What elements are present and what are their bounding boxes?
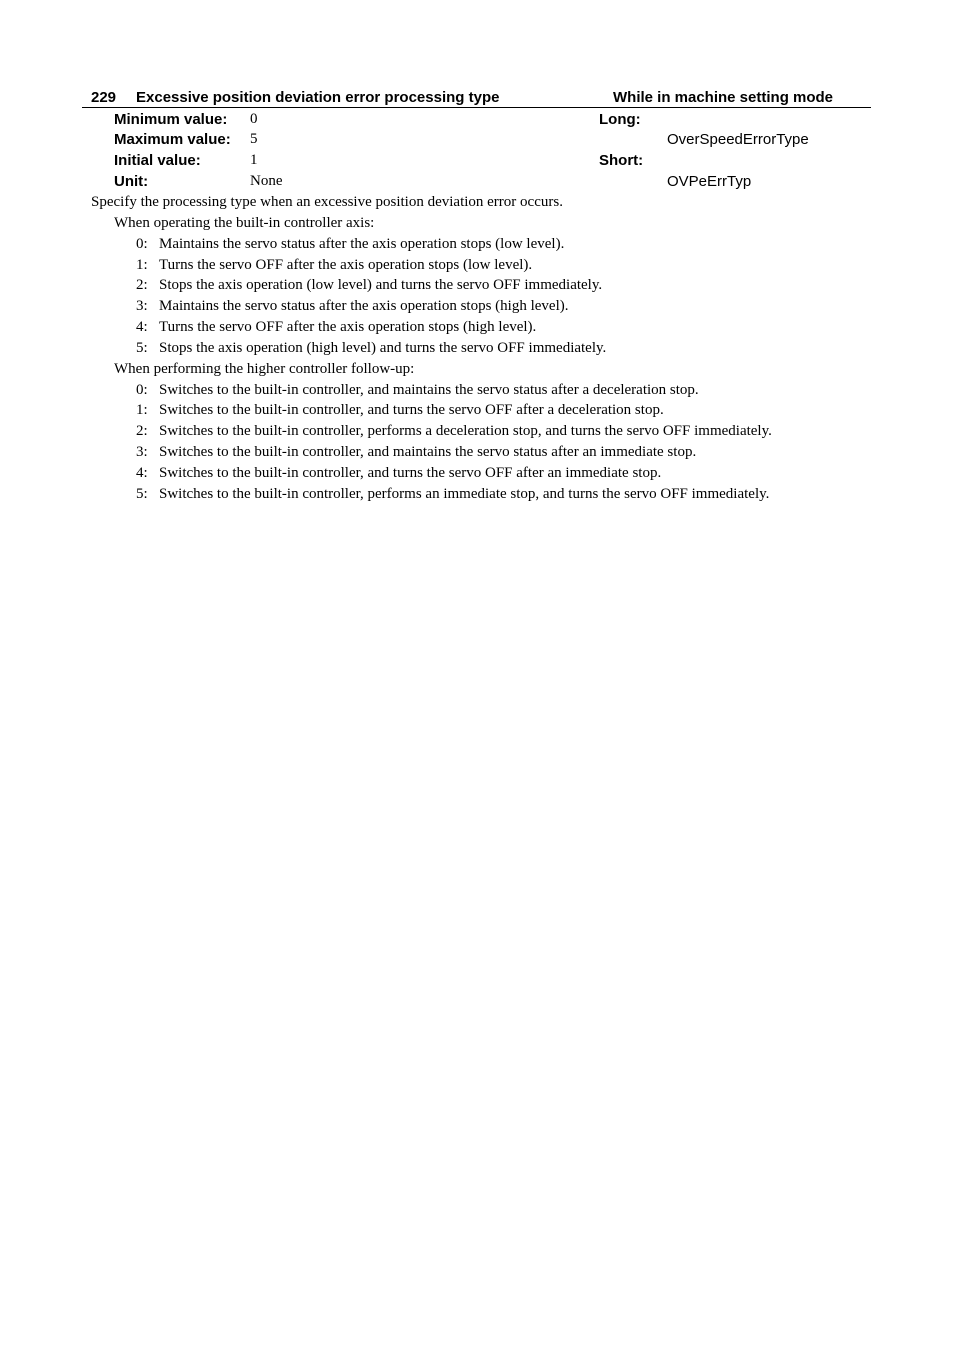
- parameter-title: Excessive position deviation error processing type: [136, 89, 500, 106]
- short-value: OVPeErrTyp: [667, 173, 752, 190]
- list-item-num: 1:: [136, 402, 148, 418]
- list-item: Switches to the built-in controller, and maintains the servo status after a deceleration stop.: [159, 382, 699, 398]
- list-item: Switches to the built-in controller, and turns the servo OFF after a deceleration stop.: [159, 402, 664, 418]
- list-item-num: 2:: [136, 277, 148, 293]
- list-item: Stops the axis operation (low level) and turns the servo OFF immediately.: [159, 277, 603, 293]
- max-value: 5: [250, 131, 258, 147]
- parameter-number: 229: [91, 89, 117, 106]
- list-item: Switches to the built-in controller, performs an immediate stop, and turns the servo OFF immediately.: [159, 486, 770, 502]
- unit-label: Unit:: [114, 173, 149, 190]
- section2-heading: When performing the higher controller follow-up:: [114, 361, 415, 377]
- list-item: Maintains the servo status after the axis operation stops (low level).: [159, 236, 565, 252]
- long-label: Long:: [599, 111, 641, 128]
- list-item: Stops the axis operation (high level) and turns the servo OFF immediately.: [159, 340, 607, 356]
- unit-value: None: [250, 173, 283, 189]
- list-item-num: 0:: [136, 382, 148, 398]
- list-item: Switches to the built-in controller, performs a deceleration stop, and turns the servo OFF immediately.: [159, 423, 772, 439]
- list-item-num: 5:: [136, 486, 148, 502]
- initial-value: 1: [250, 152, 258, 168]
- intro-text: Specify the processing type when an excessive position deviation error occurs.: [91, 194, 563, 210]
- list-item: Turns the servo OFF after the axis operation stops (low level).: [159, 257, 533, 273]
- list-item-num: 4:: [136, 319, 148, 335]
- list-item-num: 2:: [136, 423, 148, 439]
- list-item-num: 3:: [136, 298, 148, 314]
- list-item: Switches to the built-in controller, and maintains the servo status after an immediate stop.: [159, 444, 697, 460]
- section1-heading: When operating the built-in controller axis:: [114, 215, 375, 231]
- list-item: Switches to the built-in controller, and turns the servo OFF after an immediate stop.: [159, 465, 662, 481]
- initial-label: Initial value:: [114, 152, 201, 169]
- list-item: Maintains the servo status after the axis operation stops (high level).: [159, 298, 569, 314]
- long-value: OverSpeedErrorType: [667, 131, 809, 148]
- list-item-num: 5:: [136, 340, 148, 356]
- min-label: Minimum value:: [114, 111, 228, 128]
- setting-mode: While in machine setting mode: [613, 89, 834, 106]
- list-item-num: 3:: [136, 444, 148, 460]
- short-label: Short:: [599, 152, 644, 169]
- header-rule: [82, 107, 871, 108]
- list-item-num: 0:: [136, 236, 148, 252]
- list-item-num: 4:: [136, 465, 148, 481]
- list-item-num: 1:: [136, 257, 148, 273]
- list-item: Turns the servo OFF after the axis operation stops (high level).: [159, 319, 537, 335]
- max-label: Maximum value:: [114, 131, 231, 148]
- min-value: 0: [250, 111, 258, 127]
